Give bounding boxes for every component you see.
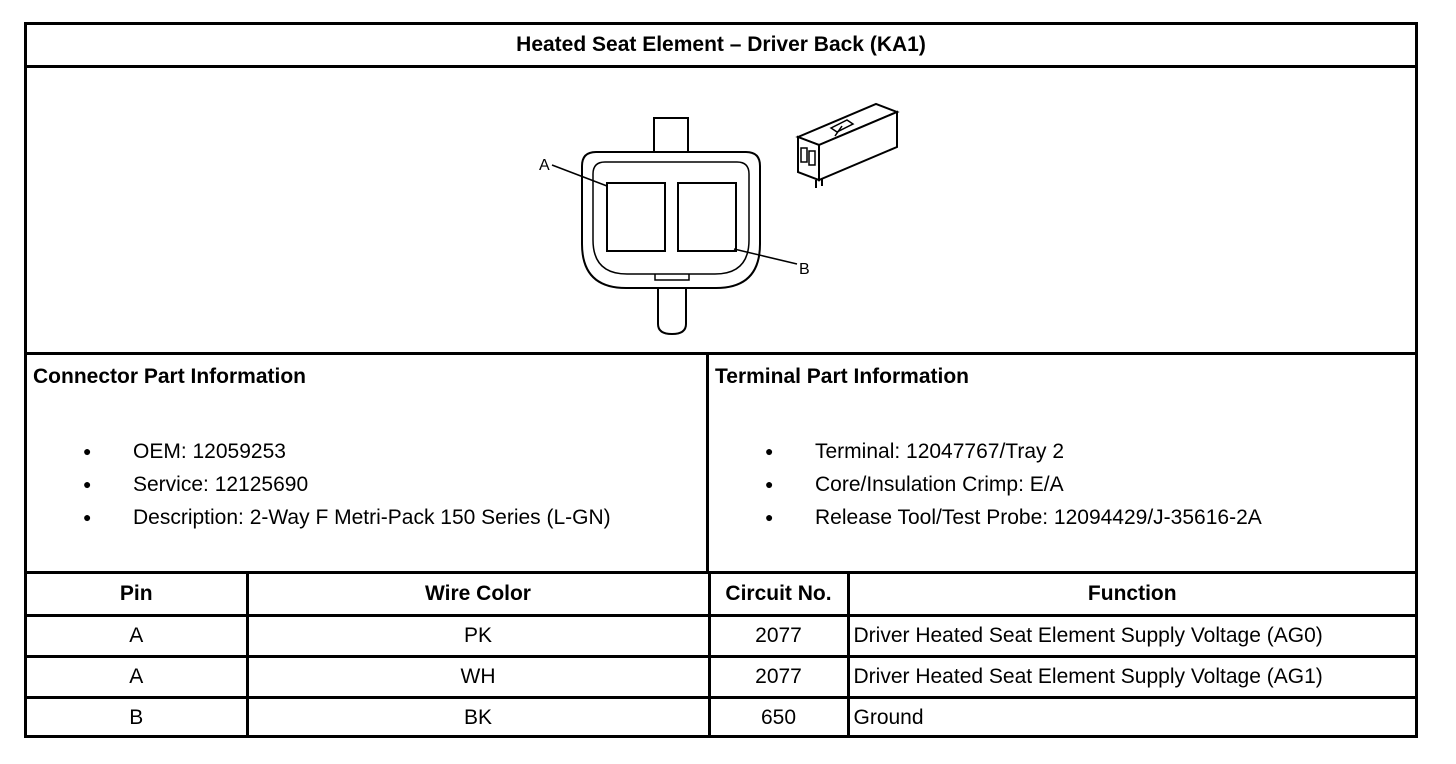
- cell-pin: B: [27, 697, 247, 738]
- header-function: Function: [848, 574, 1415, 615]
- table-row: [27, 656, 1415, 697]
- cell-circuit-no: 650: [709, 697, 848, 738]
- list-item: ● Terminal: 12047767/Tray 2: [765, 435, 1262, 468]
- cell-wire-color: BK: [247, 697, 709, 738]
- connector-face-diagram: [27, 68, 1415, 352]
- table-header-row: [27, 574, 1415, 615]
- terminal-part-info-list: [765, 435, 1262, 534]
- connector-diagram-panel: [27, 68, 1415, 355]
- part-information-section: [27, 355, 1415, 574]
- cell-pin: A: [27, 656, 247, 697]
- cavity-b: [678, 183, 736, 251]
- connector-isometric-view: [798, 104, 897, 188]
- pin-out-table: [27, 574, 1415, 738]
- document-title: Heated Seat Element – Driver Back (KA1): [27, 25, 1415, 68]
- cell-wire-color: WH: [247, 656, 709, 697]
- header-pin: Pin: [27, 574, 247, 615]
- table-row: [27, 697, 1415, 738]
- cell-circuit-no: 2077: [709, 615, 848, 656]
- connector-document: [24, 22, 1418, 738]
- list-item: ● OEM: 12059253: [83, 435, 611, 468]
- list-item: ● Core/Insulation Crimp: E/A: [765, 468, 1262, 501]
- cell-function: Driver Heated Seat Element Supply Voltage (AG1): [848, 656, 1415, 697]
- cell-circuit-no: 2077: [709, 656, 848, 697]
- connector-part-info-list: [83, 435, 611, 534]
- connector-part-info-heading: Connector Part Information: [33, 365, 307, 388]
- header-wire-color: Wire Color: [247, 574, 709, 615]
- terminal-part-info: [709, 355, 1415, 571]
- cavity-a: [607, 183, 665, 251]
- cell-function: Driver Heated Seat Element Supply Voltage (AG0): [848, 615, 1415, 656]
- connector-part-info: [27, 355, 709, 571]
- list-item: ● Release Tool/Test Probe: 12094429/J-35616-2A: [765, 501, 1262, 534]
- table-row: [27, 615, 1415, 656]
- cell-wire-color: PK: [247, 615, 709, 656]
- pin-label-b: B: [799, 261, 810, 278]
- list-item: ● Description: 2-Way F Metri-Pack 150 Series (L-GN): [83, 501, 611, 534]
- cell-pin: A: [27, 615, 247, 656]
- header-circuit-no: Circuit No.: [709, 574, 848, 615]
- cell-function: Ground: [848, 697, 1415, 738]
- list-item: ● Service: 12125690: [83, 468, 611, 501]
- pin-label-a: A: [539, 157, 550, 174]
- terminal-part-info-heading: Terminal Part Information: [715, 365, 969, 388]
- top-latch-tab: [654, 118, 688, 154]
